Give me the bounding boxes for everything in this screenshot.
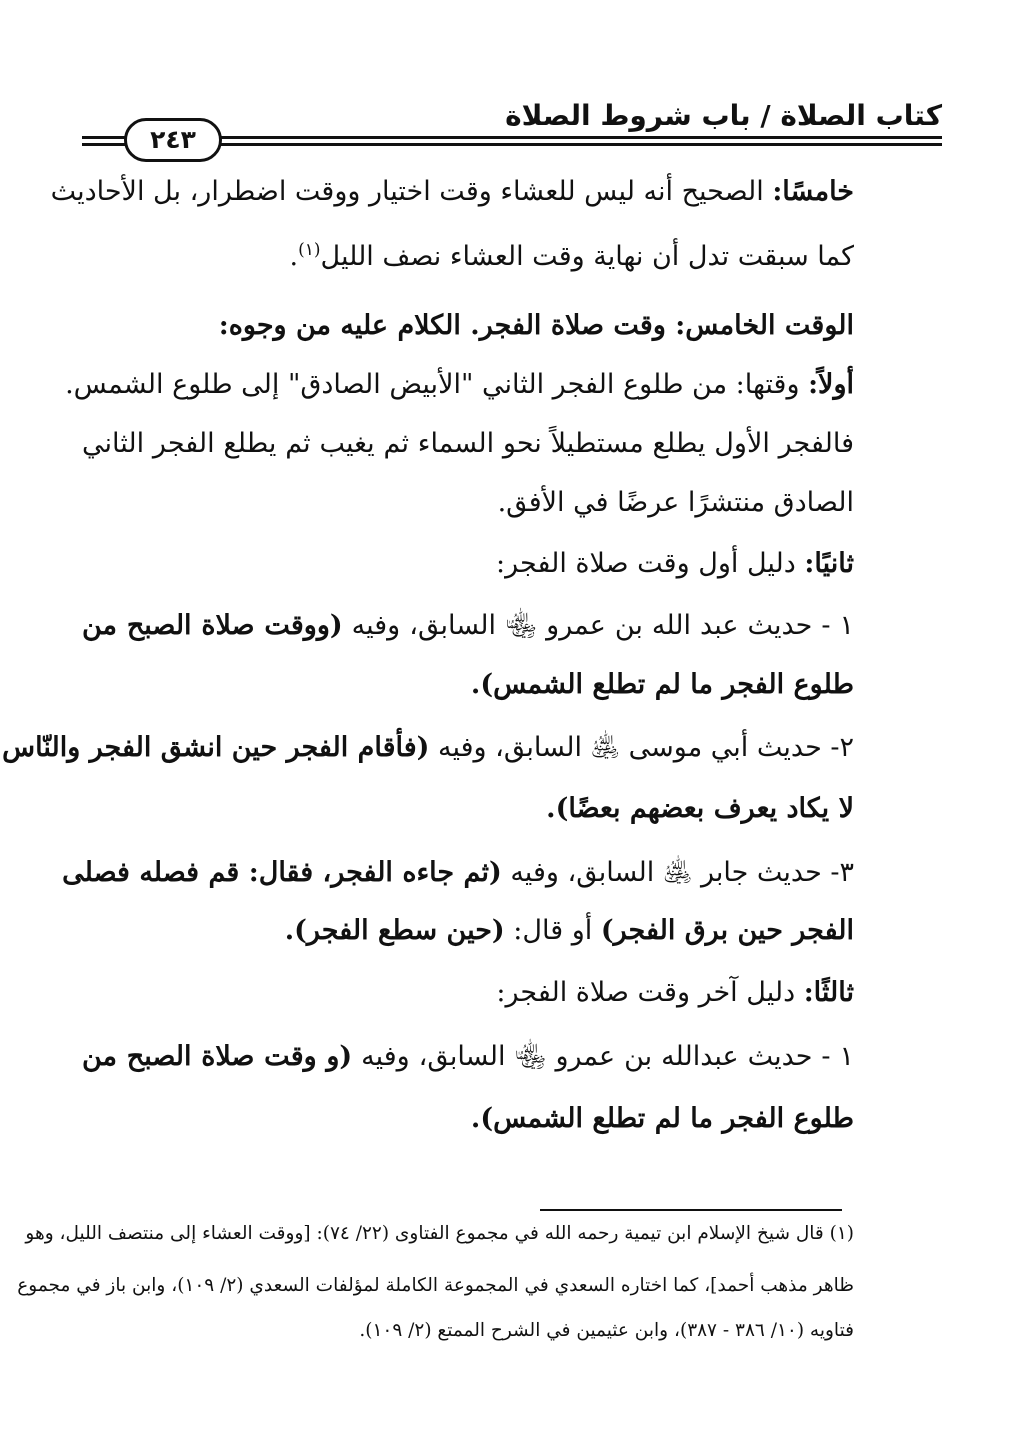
text-run: الصادق منتشرًا عرضًا في الأفق.: [497, 487, 854, 518]
text-line: [82, 428, 854, 459]
bold-text: طلوع الفجر ما لم تطلع الشمس).: [470, 1103, 854, 1134]
text-run: ٣- حديث جابر ﵁ السابق، وفيه: [501, 857, 854, 888]
text-line: [82, 608, 854, 648]
text-line: [546, 793, 854, 824]
bold-text: الفجر حين برق الفجر): [600, 915, 854, 946]
text-run: دليل آخر وقت صلاة الفجر:: [496, 977, 804, 1008]
text-run: ١ - حديث عبدالله بن عمرو ﵄ السابق، وفيه: [352, 1041, 854, 1072]
text-line: [219, 310, 854, 341]
bold-text: ثانيًا:: [804, 548, 854, 579]
footnote-line: (١) قال شيخ الإسلام ابن تيمية رحمه الله في مجموع الفتاوى (٢٢/ ٧٤): [ووقت العشاء إلى منتصف الليل، وهو: [25, 1223, 854, 1244]
text-line: [285, 915, 854, 946]
text-line: [2, 730, 854, 770]
bold-text: طلوع الفجر ما لم تطلع الشمس).: [470, 669, 854, 700]
bold-text: (ثم جاءه الفجر، فقال: قم فصله فصلى: [62, 857, 502, 888]
text-line: [471, 669, 854, 700]
text-run: كما سبقت تدل أن نهاية وقت العشاء نصف الليل: [320, 241, 854, 272]
bold-text: الوقت الخامس: وقت صلاة الفجر. الكلام عليه من وجوه:: [218, 310, 854, 341]
bold-text: خامسًا:: [772, 176, 854, 207]
text-line: [498, 487, 854, 518]
text-line: [65, 369, 854, 400]
text-line: [471, 1103, 854, 1134]
bold-text: أولاً:: [808, 369, 854, 400]
text-run: دليل أول وقت صلاة الفجر:: [496, 548, 805, 579]
text-run: الصحيح أنه ليس للعشاء وقت اختيار ووقت اضطرار، بل الأحاديث: [50, 176, 773, 207]
text-line: [62, 855, 854, 895]
text-run: ١ - حديث عبد الله بن عمرو ﵄ السابق، وفيه: [342, 610, 854, 641]
bold-text: ثالثًا:: [803, 977, 854, 1008]
footnote-line: ظاهر مذهب أحمد]، كما اختاره السعدي في المجموعة الكاملة لمؤلفات السعدي (٢/ ١٠٩)، وابن باز في مجموع: [17, 1275, 854, 1296]
running-header-title: كتاب الصلاة / باب شروط الصلاة: [505, 99, 942, 132]
text-run: .: [289, 241, 299, 272]
text-line: [82, 1039, 854, 1079]
text-line: [50, 176, 854, 207]
footnote-ref: (١): [298, 240, 321, 260]
text-run: وقتها: من طلوع الفجر الثاني "الأبيض الصادق" إلى طلوع الشمس.: [65, 369, 809, 400]
bold-text: (و وقت صلاة الصبح من: [82, 1041, 353, 1072]
bold-text: لا يكاد يعرف بعضهم بعضًا).: [546, 793, 854, 824]
text-run: أو قال:: [504, 915, 601, 946]
text-run: فالفجر الأول يطلع مستطيلاً نحو السماء ثم يغيب ثم يطلع الفجر الثاني: [82, 428, 854, 459]
text-line: [496, 548, 854, 579]
bold-text: (حين سطع الفجر).: [284, 915, 505, 946]
text-run: ٢- حديث أبي موسى ﵁ السابق، وفيه: [429, 732, 854, 763]
footnote-separator: [540, 1209, 842, 1211]
text-line: [290, 240, 854, 272]
page-number-badge: ٢٤٣: [124, 118, 222, 162]
footnote-line: فتاويه (١٠/ ٣٨٦ - ٣٨٧)، وابن عثيمين في الشرح الممتع (٢/ ١٠٩).: [359, 1320, 854, 1341]
bold-text: (فأقام الفجر حين انشق الفجر والنّاس: [2, 732, 430, 763]
text-line: [496, 977, 854, 1008]
main-text: [2, 0, 854, 1200]
bold-text: (ووقت صلاة الصبح من: [82, 610, 343, 641]
